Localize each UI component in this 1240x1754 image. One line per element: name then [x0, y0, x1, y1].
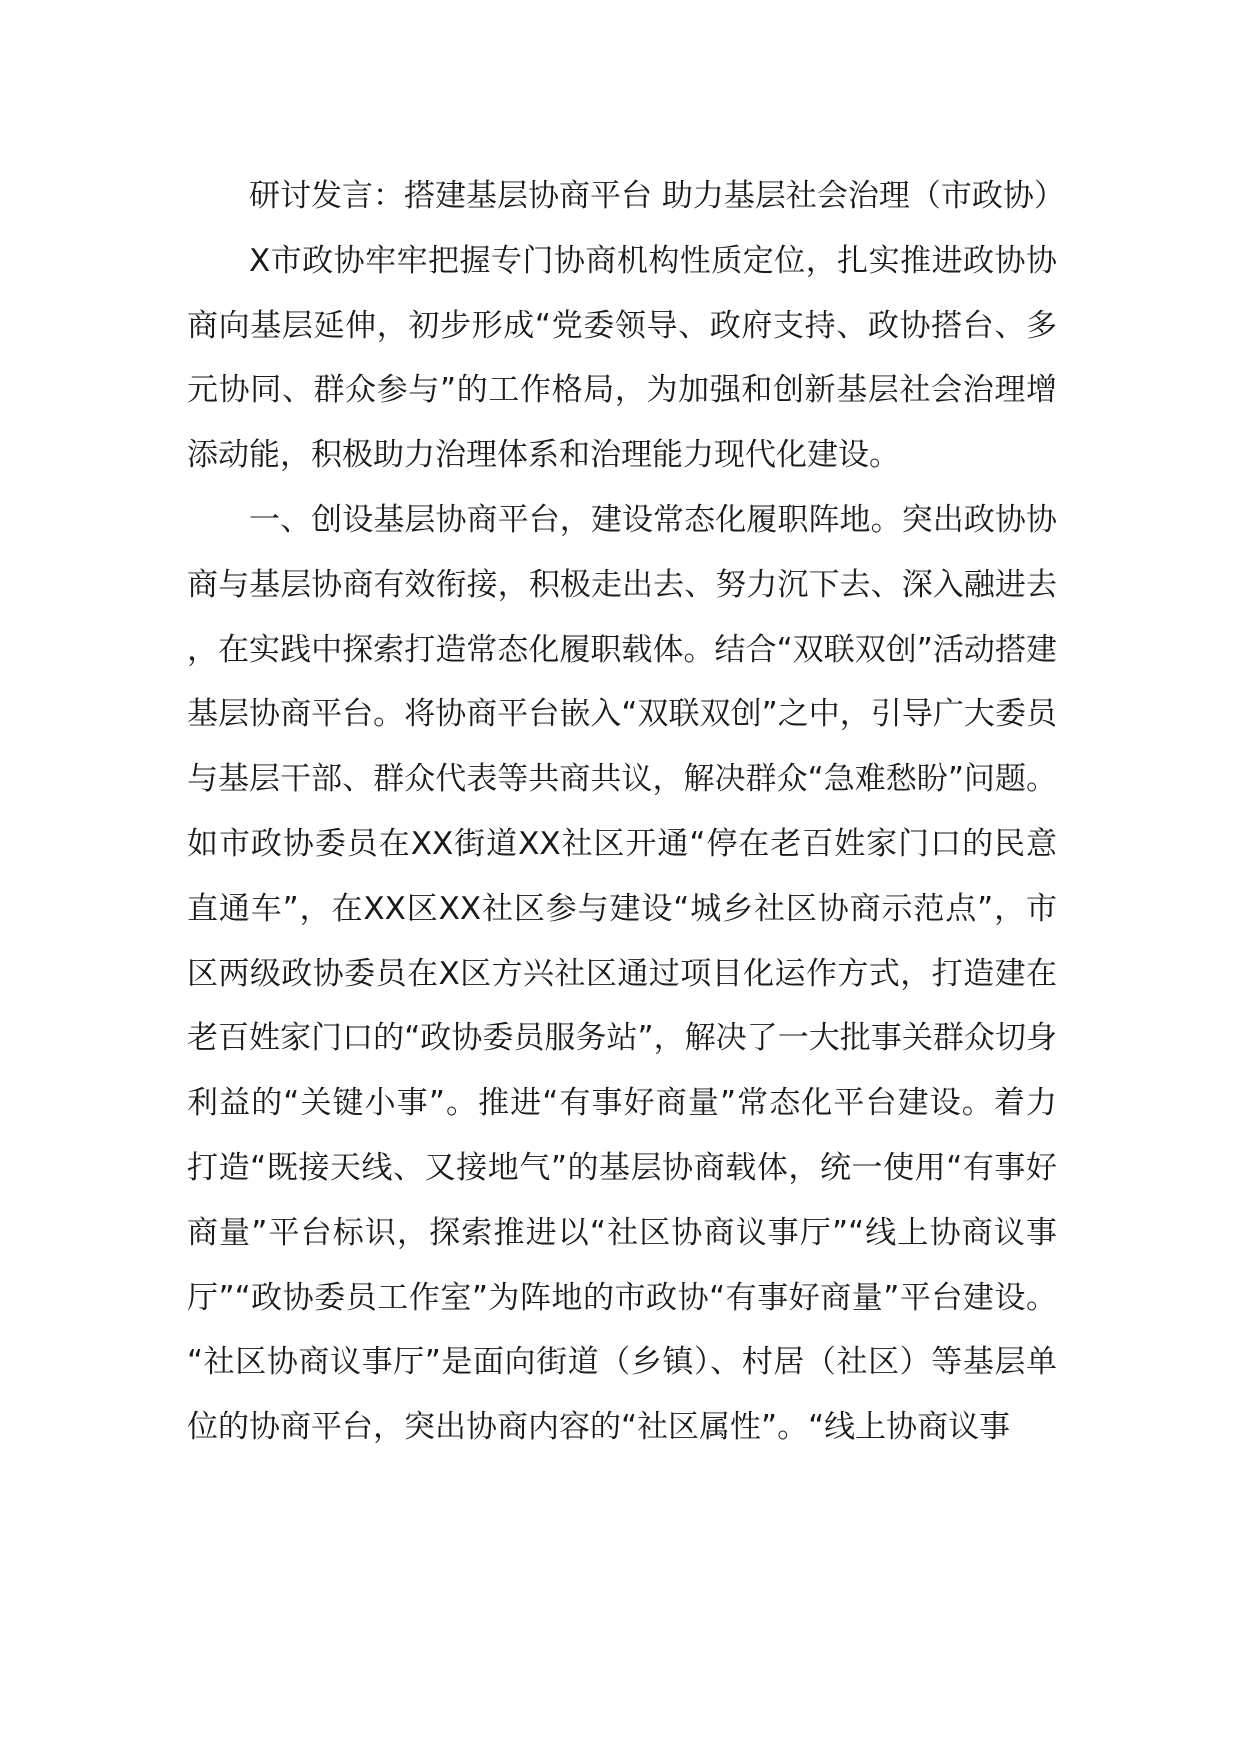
document-title: 研讨发言：搭建基层协商平台 助力基层社会治理（市政协） [249, 178, 1065, 214]
paragraph-intro: X市政协牢牢把握专门协商机构性质定位，扎实推进政协协商向基层延伸，初步形成“党委领导、政府支持、政协搭台、多元协同、群众参与”的工作格局，为加强和创新基层社会治理增添动能，积极助力治理体系和治理能力现代化建设。 [187, 242, 1057, 474]
paragraph-section-1: 一、创设基层协商平台，建设常态化履职阵地。突出政协协商与基层协商有效衔接，积极走出去、努力沉下去、深入融进去，在实践中探索打造常态化履职载体。结合“双联双创”活动搭建基层协商平台。将协商平台嵌入“双联双创”之中，引导广大委员与基层干部、群众代表等共商共议，解决群众“急难愁盼”问题。如市政协委员在XX街道XX社区开通“停在老百姓家门口的民意直通车”，在XX区XX社区参与建设“城乡社区协商示范点”，市区两级政协委员在X区方兴社区通过项目化运作方式，打造建在老百姓家门口的“政协委员服务站”，解决了一大批事关群众切身利益的“关键小事”。推进“有事好商量”常态化平台建设。着力打造“既接天线、又接地气”的基层协商载体，统一使用“有事好商量”平台标识，探索推进以“社区协商议事厅”“线上协商议事厅”“政协委员工作室”为阵地的市政协“有事好商量”平台建设。“社区协商议事厅”是面向街道（乡镇）、村居（社区）等基层单位的协商平台，突出协商内容的“社区属性”。“线上协商议事 [187, 501, 1057, 1446]
document-body [187, 164, 1065, 1460]
